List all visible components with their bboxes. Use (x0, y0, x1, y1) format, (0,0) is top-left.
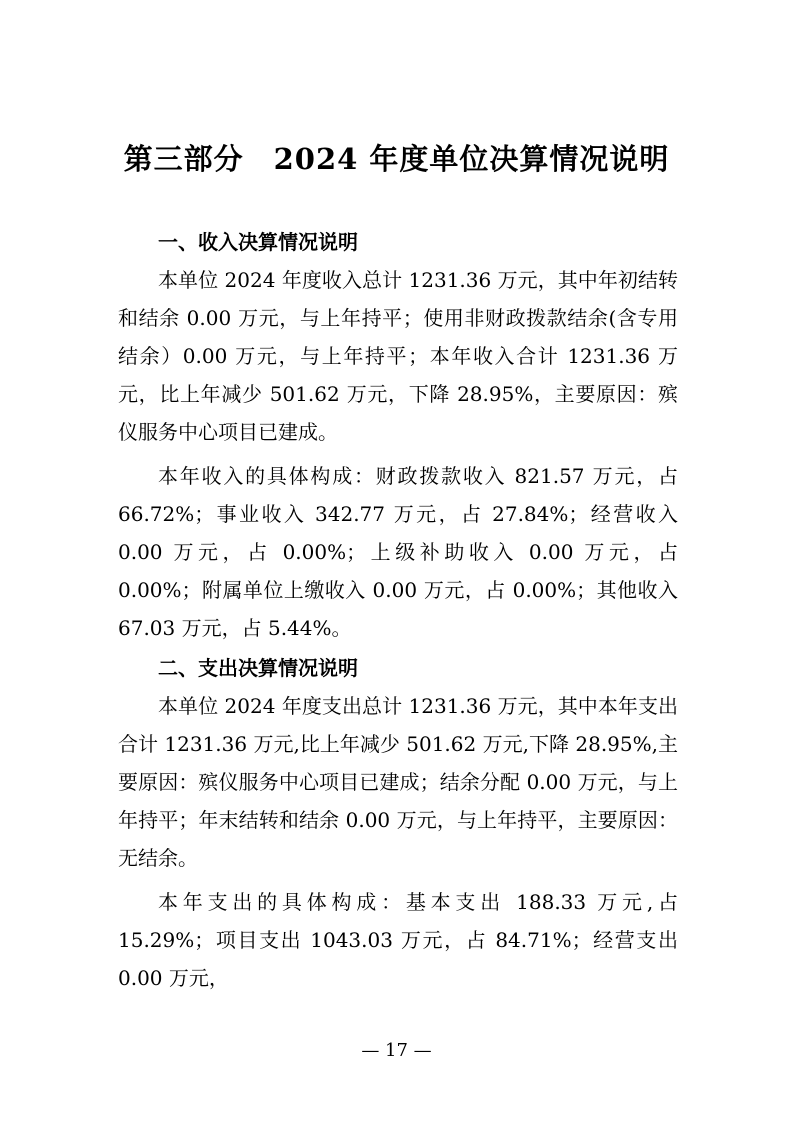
page-number: — 17 — (361, 1040, 432, 1061)
section-heading-income: 一、收入决算情况说明 (158, 230, 358, 254)
expenditure-summary-paragraph: 本单位 2024 年度支出总计 1231.36 万元，其中本年支出合计 1231.36 万元,比上年减少 501.62 万元,下降 28.95%,主要原因：殡仪服务中心项目已建成；结余分配 0.00 万元，与上年持平；年末结转和结余 0.00 万元，与上年持平，主要原因：无结余。 (118, 694, 678, 870)
income-composition-paragraph: 本年收入的具体构成：财政拨款收入 821.57 万元，占 66.72%；事业收入 342.77 万元，占 27.84%；经营收入 0.00 万元，占 0.00%；上级补助收入 0.00 万元，占 0.00%；附属单位上缴收入 0.00 万元，占 0.00%；其他收入 67.03 万元，占 5.44%。 (118, 464, 678, 640)
document-body (118, 223, 678, 997)
page-title: 第三部分 2024 年度单位决算情况说明 (123, 142, 670, 176)
expenditure-composition-paragraph: 本年支出的具体构成：基本支出 188.33 万元,占 15.29%；项目支出 1043.03 万元，占 84.71%；经营支出 0.00 万元， (118, 890, 678, 990)
income-summary-paragraph: 本单位 2024 年度收入总计 1231.36 万元，其中年初结转和结余 0.00 万元，与上年持平；使用非财政拨款结余(含专用结余）0.00 万元，与上年持平；本年收入合计 1231.36 万元，比上年减少 501.62 万元，下降 28.95%，主要原因：殡仪服务中心项目已建成。 (118, 268, 678, 444)
section-heading-expenditure: 二、支出决算情况说明 (158, 656, 358, 680)
